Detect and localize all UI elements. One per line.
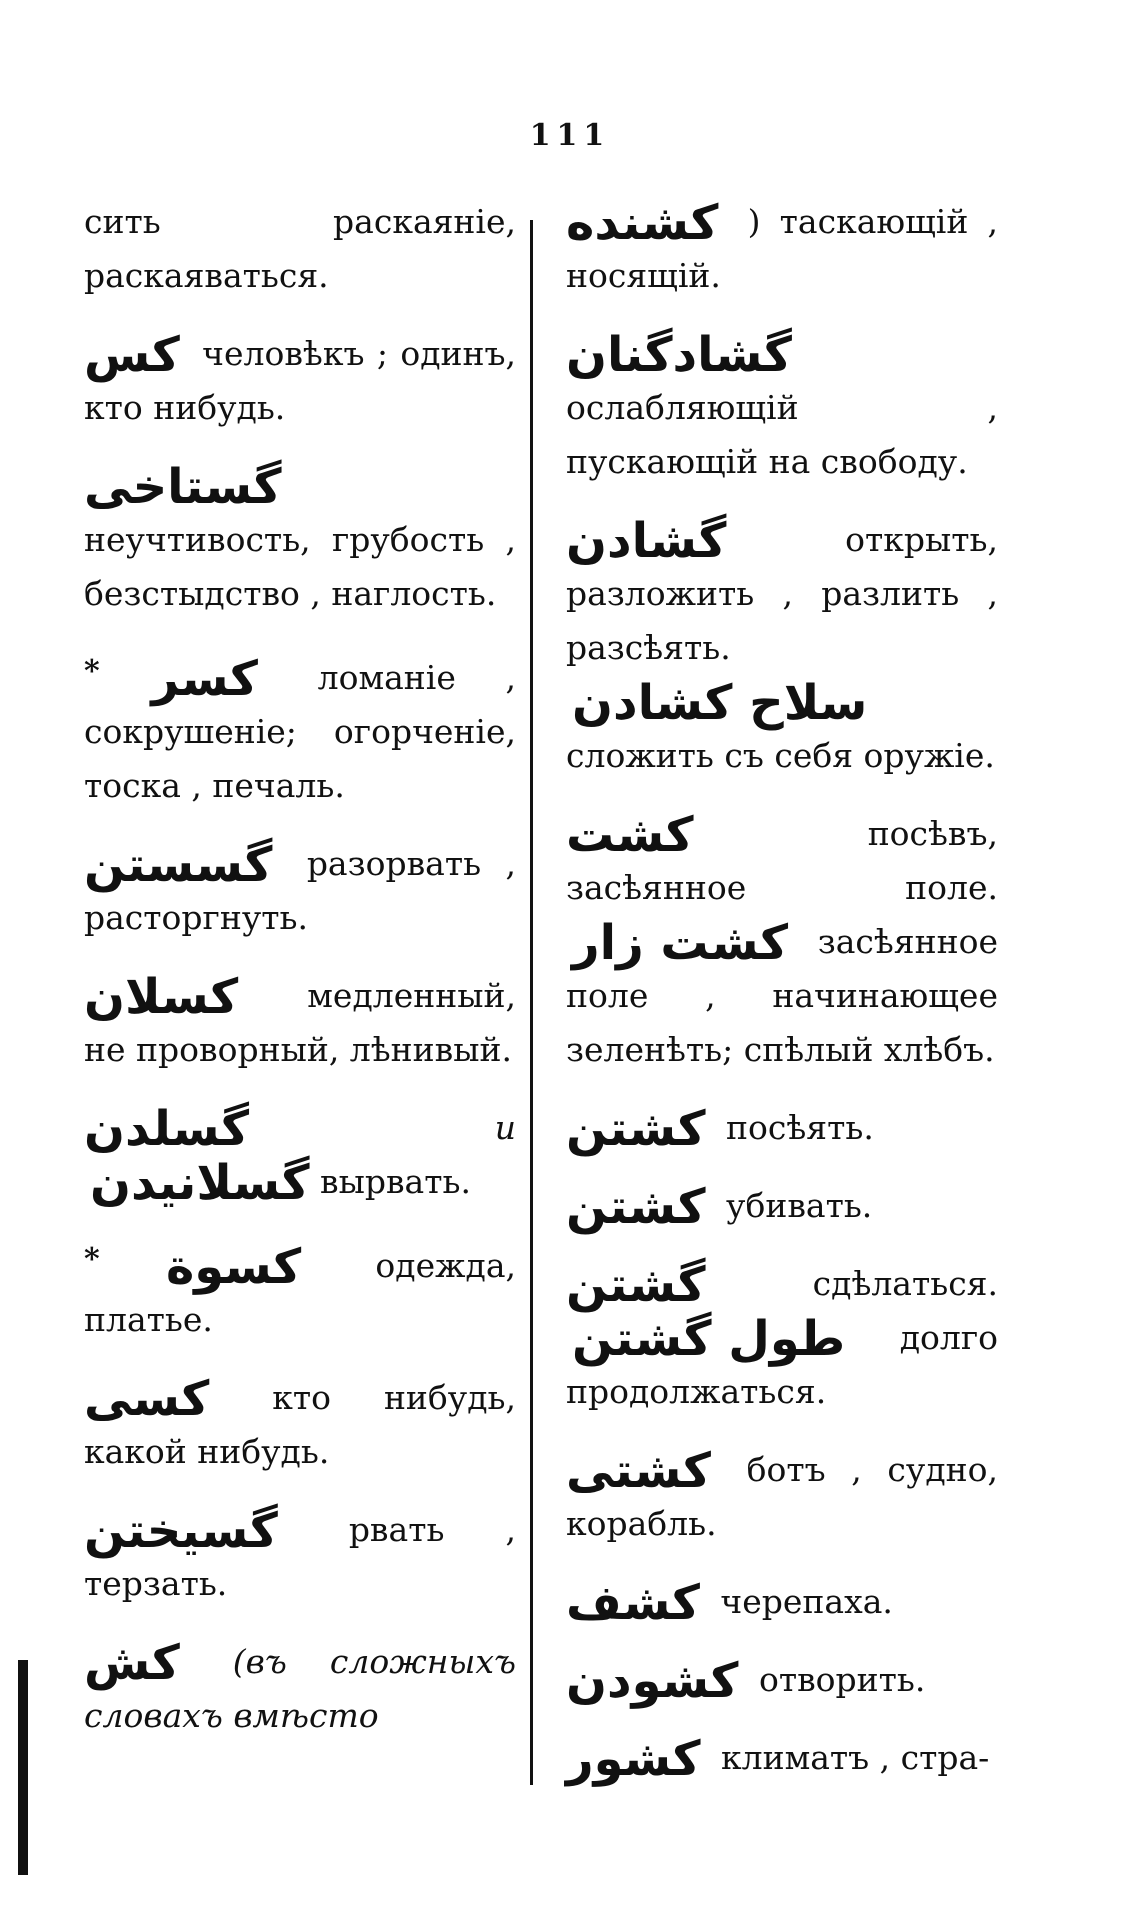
dictionary-entry: [566, 1731, 998, 1785]
dictionary-entry: [84, 1503, 516, 1611]
persian-headword: گشادن: [566, 513, 727, 569]
arabic-origin-marker: *: [84, 654, 100, 689]
dictionary-entry: [566, 1443, 998, 1551]
dictionary-entry: [84, 459, 516, 621]
entry-definition: убивать.: [726, 1186, 873, 1225]
dictionary-entry: [84, 195, 516, 303]
dictionary-entry: [566, 807, 998, 1077]
entry-definition: разорвать , расторгнуть.: [84, 844, 516, 937]
entry-definition: отворить.: [758, 1660, 926, 1699]
page-number: 111: [529, 118, 611, 153]
persian-headword: کشف: [566, 1575, 700, 1631]
entry-definition: посѣвъ, засѣянное поле.: [566, 814, 998, 907]
persian-headword: کسوة: [165, 1239, 302, 1295]
arabic-origin-marker: *: [84, 1242, 100, 1277]
persian-headword: کش: [84, 1635, 180, 1691]
entry-definition: человѣкъ ; одинъ, кто нибудь.: [84, 334, 516, 427]
dictionary-entry: [84, 645, 516, 813]
entry-definition: ) таскающій , носящій.: [566, 202, 998, 295]
persian-headword: کس: [84, 327, 180, 383]
dictionary-entry: [566, 513, 998, 783]
persian-headword: گسیختن: [84, 1503, 278, 1559]
persian-headword: کسی: [84, 1371, 210, 1427]
persian-headword: کشتی: [566, 1443, 711, 1499]
entry-definition: медленный, не проворный, лѣнивый.: [84, 976, 516, 1069]
persian-headword-variant: گسلانیدن: [90, 1155, 310, 1211]
dictionary-entry: [84, 327, 516, 435]
entry-definition: открыть, разложить , разлить , разсѣять.: [566, 520, 998, 667]
persian-headword: کسلان: [84, 969, 239, 1025]
persian-headword: گسستن: [84, 837, 273, 893]
dictionary-entry: [566, 1575, 998, 1629]
dictionary-entry: [566, 195, 998, 303]
dictionary-entry: [84, 1371, 516, 1479]
persian-headword: گشادگنان: [566, 327, 792, 383]
entry-definition: ботъ , судно, корабль.: [566, 1450, 998, 1543]
dictionary-entry: [566, 1101, 998, 1155]
dictionary-entry: [566, 1653, 998, 1707]
entry-definition: сить раскаяніе, раскаяваться.: [84, 202, 516, 295]
persian-headword: گشتن: [566, 1257, 706, 1313]
dictionary-entry: [84, 1101, 516, 1209]
persian-headword: کشور: [566, 1731, 701, 1787]
entry-definition: посѣять.: [726, 1108, 874, 1147]
dictionary-entry: [84, 969, 516, 1077]
dictionary-entry: [84, 1233, 516, 1347]
persian-phrase: کشت زار: [572, 915, 788, 971]
persian-phrase: طول گشتن: [572, 1311, 846, 1367]
persian-headword: گسلدن: [84, 1101, 250, 1157]
left-column: [84, 195, 516, 1767]
phrase-definition: сложить съ себя оружіе.: [566, 736, 995, 775]
entry-definition: ослабляющій , пускающій на свободу.: [566, 388, 998, 481]
persian-headword: کشتن: [566, 1179, 706, 1235]
phrase-definition: засѣянное поле , начинающее зеленѣть; спѣлый хлѣбъ.: [566, 922, 998, 1069]
dictionary-entry: [84, 837, 516, 945]
persian-headword: کسر: [151, 651, 258, 707]
entry-definition: неучтивость, грубость , безстыдство , наглость.: [84, 520, 516, 613]
persian-headword: کشتن: [566, 1101, 706, 1157]
conjunction: и: [494, 1108, 516, 1147]
dictionary-entry: [84, 1635, 516, 1743]
phrase-definition: долго продолжаться.: [566, 1318, 998, 1411]
entry-definition: вырвать.: [320, 1162, 471, 1201]
persian-headword: کشنده: [566, 195, 719, 251]
entry-definition: климатъ , стра-: [720, 1738, 990, 1777]
dictionary-entry: [566, 1257, 998, 1419]
persian-headword: گستاخی: [84, 459, 282, 515]
entry-definition: сдѣлаться.: [812, 1264, 998, 1303]
column-divider: [530, 220, 533, 1785]
persian-headword: کشت: [566, 807, 694, 863]
entry-definition: кто нибудь, какой нибудь.: [84, 1378, 516, 1471]
binding-edge-mark: [18, 1660, 28, 1875]
right-column: [566, 195, 998, 1809]
entry-definition: ломаніе , сокрушеніе; огорченіе, тоска , печаль.: [84, 658, 516, 805]
dictionary-entry: [566, 327, 998, 489]
entry-definition: (въ сложныхъ словахъ вмѣсто: [84, 1642, 516, 1735]
entry-definition: одежда, платье.: [84, 1246, 516, 1339]
persian-headword: کشودن: [566, 1653, 739, 1709]
entry-definition: рвать , терзать.: [84, 1510, 516, 1603]
dictionary-entry: [566, 1179, 998, 1233]
persian-phrase: سلاح کشادن: [572, 675, 868, 731]
entry-definition: черепаха.: [720, 1582, 893, 1621]
